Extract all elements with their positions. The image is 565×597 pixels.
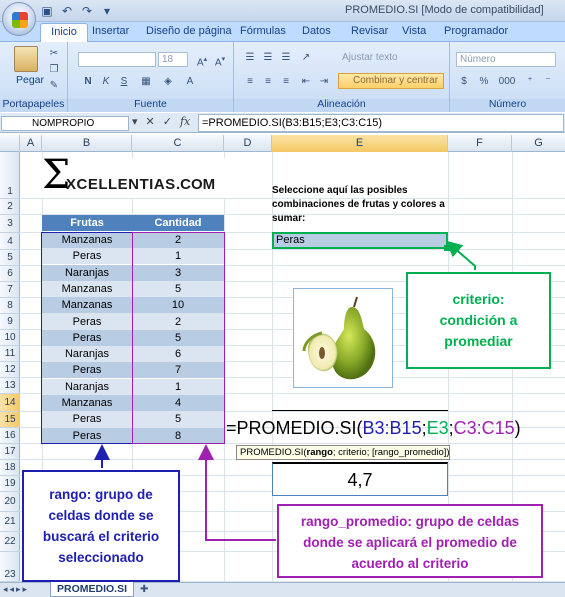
merge-center-button[interactable]: Combinar y centrar — [338, 73, 444, 89]
row-header[interactable]: 8 — [0, 298, 20, 314]
formula-avg-range-arg: C3:C15 — [453, 418, 515, 438]
sheet-tab-promedio[interactable]: PROMEDIO.SI — [50, 582, 134, 597]
row-header[interactable]: 4 — [0, 233, 20, 250]
formula-input[interactable]: =PROMEDIO.SI(B3:B15;E3;C3:C15) — [198, 114, 564, 132]
table-cell-cantidad[interactable]: 3 — [132, 265, 224, 281]
row-header[interactable]: 3 — [0, 215, 20, 233]
tab-vista[interactable]: Vista — [402, 25, 427, 37]
format-painter-icon[interactable]: ✎ — [49, 80, 59, 91]
column-header-c[interactable]: C — [132, 135, 224, 152]
group-label-numero: Número — [488, 98, 527, 110]
align-left-icon[interactable]: ≡ — [247, 76, 253, 87]
table-cell-fruta[interactable]: Peras — [42, 362, 132, 378]
align-middle-icon[interactable]: ☰ — [263, 52, 273, 63]
row-header[interactable]: 2 — [0, 199, 20, 215]
row-header[interactable]: 9 — [0, 314, 20, 330]
align-right-icon[interactable]: ≡ — [283, 76, 289, 87]
group-label-portapapeles: Portapapeles — [2, 98, 65, 110]
decrease-indent-icon[interactable]: ⇤ — [301, 76, 311, 87]
table-cell-cantidad[interactable]: 1 — [132, 248, 224, 264]
insert-function-button[interactable]: fx — [179, 115, 191, 128]
criteria-cell[interactable]: Peras — [272, 232, 448, 249]
formula-display: =PROMEDIO.SI(B3:B15;E3;C3:C15) — [226, 418, 521, 438]
sheet-nav-icon[interactable]: ◂◂▸▸ — [3, 584, 30, 594]
table-cell-cantidad[interactable]: 1 — [132, 379, 224, 395]
customize-dropdown-icon[interactable]: ▾ — [103, 4, 111, 18]
table-cell-fruta[interactable]: Peras — [42, 314, 132, 330]
undo-icon[interactable]: ↶ — [61, 4, 73, 18]
row-header[interactable]: 23 — [0, 552, 20, 582]
tab-programador[interactable]: Programador — [444, 25, 509, 37]
table-cell-fruta[interactable]: Manzanas — [42, 395, 132, 411]
italic-button[interactable]: K — [102, 76, 110, 87]
row-header[interactable]: 1 — [0, 152, 20, 199]
font-color-icon[interactable]: A — [186, 76, 194, 87]
table-cell-cantidad[interactable]: 5 — [132, 281, 224, 297]
table-cell-cantidad[interactable]: 2 — [132, 232, 224, 248]
table-header-frutas[interactable]: Frutas — [42, 215, 132, 231]
column-header-e[interactable]: E — [272, 135, 448, 152]
office-logo-icon — [12, 12, 28, 28]
copy-icon[interactable]: ❐ — [49, 64, 59, 75]
rango-promedio-callout: rango_promedio: grupo de celdas donde se aplicará el promedio de acuerdo al criterio — [277, 504, 543, 578]
table-cell-fruta[interactable]: Naranjas — [42, 346, 132, 362]
cut-icon[interactable]: ✂ — [49, 48, 59, 59]
logo-suffix: .COM — [176, 176, 216, 193]
table-cell-fruta[interactable]: Naranjas — [42, 265, 132, 281]
enter-icon[interactable]: ✓ — [162, 116, 172, 128]
fill-color-icon[interactable]: ◈ — [164, 76, 172, 87]
orientation-icon[interactable]: ↗ — [301, 52, 311, 63]
row-header[interactable]: 17 — [0, 444, 20, 460]
table-cell-fruta[interactable]: Manzanas — [42, 232, 132, 248]
namebox-dropdown-icon[interactable]: ▾ — [132, 116, 138, 128]
rango-promedio-arrow — [206, 452, 276, 540]
table-cell-cantidad[interactable]: 8 — [132, 428, 224, 444]
font-size-select[interactable]: 18 — [158, 52, 188, 67]
table-cell-fruta[interactable]: Naranjas — [42, 379, 132, 395]
column-header-d[interactable]: D — [224, 135, 272, 152]
table-cell-cantidad[interactable]: 5 — [132, 330, 224, 346]
office-button[interactable] — [2, 2, 36, 36]
save-icon[interactable]: ▣ — [41, 4, 53, 18]
row-header[interactable]: 11 — [0, 346, 20, 362]
logo-text: XCELLENTIAS — [66, 176, 176, 193]
grow-font-icon[interactable]: A▴ — [196, 56, 208, 69]
shrink-font-icon[interactable]: A▾ — [214, 56, 226, 69]
tab-diseno-pagina[interactable]: Diseño de página — [146, 25, 232, 37]
tab-datos[interactable]: Datos — [302, 25, 331, 37]
row-header[interactable]: 20 — [0, 492, 20, 512]
currency-icon[interactable]: $ — [461, 76, 467, 87]
number-format-select[interactable]: Número — [456, 52, 556, 67]
function-tooltip: PROMEDIO.SI(rango; criterio; [rango_promedio]) — [236, 445, 450, 460]
increase-decimal-icon[interactable]: ⁺ — [527, 76, 533, 87]
column-header-g[interactable]: G — [534, 137, 543, 149]
redo-icon[interactable]: ↷ — [81, 4, 93, 18]
row-header[interactable]: 22 — [0, 532, 20, 552]
table-cell-cantidad[interactable]: 7 — [132, 362, 224, 378]
column-header-f[interactable]: F — [448, 135, 512, 152]
align-center-icon[interactable]: ≡ — [265, 76, 271, 87]
table-cell-fruta[interactable]: Peras — [42, 428, 132, 444]
table-cell-fruta[interactable]: Peras — [42, 411, 132, 427]
row-header[interactable]: 19 — [0, 476, 20, 492]
row-header[interactable]: 12 — [0, 362, 20, 378]
row-header[interactable]: 21 — [0, 512, 20, 532]
row-header[interactable]: 7 — [0, 282, 20, 298]
name-box[interactable]: NOMPROPIO — [1, 116, 129, 131]
tab-revisar[interactable]: Revisar — [351, 25, 389, 37]
table-cell-fruta[interactable]: Peras — [42, 248, 132, 264]
formula-range-arg: B3:B15 — [362, 418, 422, 438]
underline-button[interactable]: S — [120, 76, 128, 87]
group-label-fuente: Fuente — [134, 98, 167, 110]
window-title: PROMEDIO.SI [Modo de compatibilidad] — [345, 4, 544, 16]
paste-button-label[interactable]: Pegar — [16, 74, 45, 86]
percent-button[interactable]: % — [479, 76, 489, 87]
row-header[interactable]: 14 — [0, 394, 20, 412]
row-header[interactable]: 6 — [0, 266, 20, 282]
group-label-alineacion: Alineación — [317, 98, 366, 110]
table-cell-cantidad[interactable]: 6 — [132, 346, 224, 362]
row-header[interactable]: 15 — [0, 412, 20, 428]
column-header-a[interactable]: A — [20, 135, 42, 152]
borders-icon[interactable]: ▦ — [141, 76, 151, 87]
criterio-arrow — [452, 246, 475, 270]
sigma-icon: Σ — [42, 152, 71, 198]
row-header[interactable]: 16 — [0, 428, 20, 444]
column-header-b[interactable]: B — [42, 135, 132, 152]
rango-callout: rango: grupo de celdas donde se buscará el criterio seleccionado — [22, 470, 180, 582]
table-cell-fruta[interactable]: Manzanas — [42, 281, 132, 297]
table-cell-cantidad[interactable]: 10 — [132, 297, 224, 313]
tab-insertar[interactable]: Insertar — [92, 25, 130, 37]
tab-formulas[interactable]: Fórmulas — [240, 25, 286, 37]
table-cell-cantidad[interactable]: 5 — [132, 411, 224, 427]
bold-button[interactable]: N — [84, 76, 92, 87]
insert-sheet-icon[interactable]: ✚ — [140, 584, 149, 595]
row-header[interactable]: 10 — [0, 330, 20, 346]
align-top-icon[interactable]: ☰ — [245, 52, 255, 63]
table-header-cantidad[interactable]: Cantidad — [132, 215, 224, 231]
table-cell-fruta[interactable]: Peras — [42, 330, 132, 346]
row-header[interactable]: 18 — [0, 460, 20, 476]
cancel-icon[interactable]: ✕ — [145, 116, 155, 128]
thousands-button[interactable]: 000 — [498, 76, 516, 87]
row-header[interactable]: 5 — [0, 250, 20, 266]
result-cell[interactable]: 4,7 — [272, 462, 448, 496]
table-cell-cantidad[interactable]: 2 — [132, 314, 224, 330]
align-bottom-icon[interactable]: ☰ — [281, 52, 291, 63]
criterio-callout: criterio: condición a promediar — [406, 272, 551, 369]
wrap-text-button[interactable]: Ajustar texto — [342, 52, 398, 63]
increase-indent-icon[interactable]: ⇥ — [319, 76, 329, 87]
row-header[interactable]: 13 — [0, 378, 20, 394]
formula-criteria-arg: E3 — [426, 418, 449, 438]
table-cell-fruta[interactable]: Manzanas — [42, 297, 132, 313]
instructions-text: Seleccione aquí las posibles combinaciones de frutas y colores a sumar: — [272, 185, 445, 224]
decrease-decimal-icon[interactable]: ⁻ — [545, 76, 551, 87]
table-cell-cantidad[interactable]: 4 — [132, 395, 224, 411]
tab-inicio[interactable]: Inicio — [40, 23, 88, 42]
